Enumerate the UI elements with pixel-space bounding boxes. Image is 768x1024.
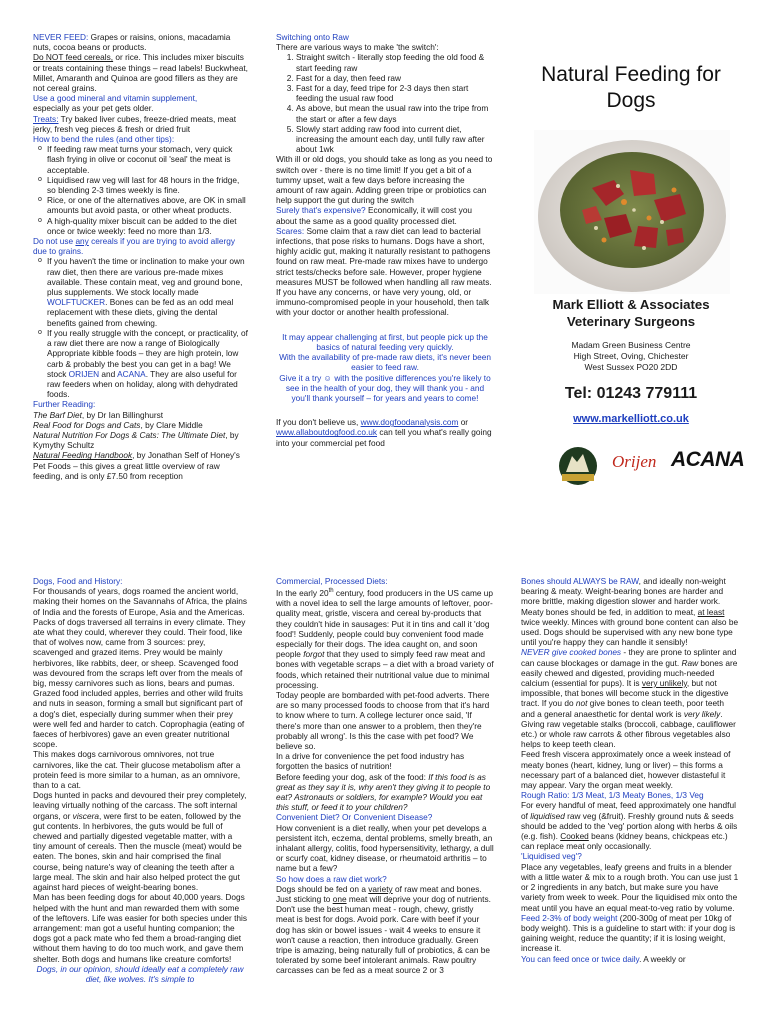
reading-item: Real Food for Dogs and Cats, by Clare Middle <box>33 419 203 430</box>
liquidised-heading: 'Liquidised veg'? <box>521 851 582 862</box>
encouragement-text: It may appear challenging at first, but people pick up the basics of natural feeding very quickly. With the availability of pre-made raw diets, it's never been easier to feed raw. Give it a try ☺ with the positive differences you're likely to see in the health of your dog, they will thank you - and you'll thank yourself – for years and years to come! <box>279 331 491 403</box>
expensive-paragraph: Surely that's expensive? Economically, it will cost you about the same as a good quality processed diet. <box>276 205 473 226</box>
history-paragraph: For thousands of years, dogs roamed the ancient world, making their homes on the Savannahs of Africa, the plains of India and the forests of Europe, Asia and the Americas. Packs of dogs traversed all terrains in every climate. They ate what they could, wherever they could. Their food, like that of wolves now, came from 3 sources: prey, scavenged and grazed items. Prey would be mainly herbivores, like rabbits, deer, or sheep. Scavenged food was devoured from the scraps left over from the meals of big, messy carnivores such as lions, bears and pumas. Grazed food included apples, berries and other wild fruits and nuts in season, forming a small but significant part of a dog's diet, especially during summer when their prey were well fed and harder to catch. Coprophagia (eating of faeces of herbivores) gave an even greater nutritional scope. <box>33 586 247 750</box>
list-item: 1. Straight switch - literally stop feeding the old food & start feeding raw <box>296 52 494 72</box>
column-tips <box>33 32 248 512</box>
bones-paragraph: Bones should ALWAYS be RAW, and ideally non-weight bearing & meaty. Weight-bearing bones are harder and more brittle, making digestion slower and harder work. Meaty bones should be fed, in addition to meat, at least twice weekly. Minces with ground bone content can also be used. Dogs should be supervised with any new bone type until you're happy they can handle it sensibly! <box>521 576 739 648</box>
convenient-paragraph: How convenient is a diet really, when your pet develops a persistent itch, eczema, dental problems, smelly breath, an inhalant allergy, colitis, food hypersensitivity, lethargy, a dull or scurfy coat, kidney disease, or rheumatoid arthritis – to name but a few? <box>276 822 494 874</box>
column-history <box>33 576 247 1024</box>
wolf-tucker-logo <box>556 446 600 486</box>
list-item: 3. Fast for a day, feed tripe for 2-3 days then start feeding the usual raw food <box>296 83 494 103</box>
list-item: o If you really struggle with the concept, or practicality, of a raw diet there are now a range of Biologically Appropriate kibble foods – they are high protein, low carb & probably the best you can get in a bag! We stock ORIJEN and ACANA. They are also useful for raw feeders when on holiday, along with dehydrated foods. <box>47 328 248 399</box>
omnivore-paragraph: This makes dogs carnivorous omnivores, not true carnivores, like the cat. Their glucose metabolism after a protein feed is more similar to a human, as an omnivore, than to a cat. <box>33 749 241 791</box>
ask-paragraph: Before feeding your dog, ask of the food: If this food is as great as they say it is, why aren't they giving it to people to eat? Astronauts or soldiers, for example? Would you eat this stuff, or feed it to your children? <box>276 771 491 813</box>
rules-heading: How to bend the rules (and other tips): <box>33 134 175 145</box>
supplement-paragraph: Use a good mineral and vitamin supplement, especially as your pet gets older. <box>33 93 198 114</box>
clinic-website-link[interactable]: www.markelliott.co.uk <box>573 413 689 425</box>
list-item: 5. Slowly start adding raw food into current diet, increasing the amount each day, until fully raw after about 1wk <box>296 124 494 155</box>
reading-item: Natural Nutrition For Dogs & Cats: The Ultimate Diet, by Kymythy Schultz <box>33 429 239 451</box>
pack-hunting-paragraph: Dogs hunted in packs and devoured their prey completely, leaving virtually nothing of the carcass. The soft internal organs, or viscera, were first to be eaten, followed by the gut contents. In herbivores, the guts would be full of chewed and partially digested vegetable matter, with a tiny amount of cereals. Then the muscle (meat) would be eaten. The bones, skin and hair comprised the final course, being nature's way of cleaning the teeth after a large meal. The skin and hair also helped protect the gut against hard pieces of weight-bearing bones. <box>33 790 247 893</box>
column-commercial <box>276 576 494 1024</box>
no-cereals-paragraph: Do NOT feed cereals, or rice. This includes mixer biscuits or treats containing these things – read labels! Buckwheat, Millet, Amaranth and Quinoa are good fillers as they are not cereal grains. <box>33 52 248 94</box>
premade-list <box>33 256 248 399</box>
list-item: 4. As above, but mean the usual raw into the tripe from the start or after a few days <box>296 103 494 123</box>
cooked-bones-paragraph: NEVER give cooked bones - they are prone to splinter and can cause blockages or damage in the gut. Raw bones are easily chewed and digested, providing much-needed calcium (essential for pups). It is very unlikely, but not impossible, that bones will become stuck in the digestive tract. If you do not give bones to clean teeth, poor teeth and a general anaesthetic for dental work is very likely. Giving raw vegetable stalks (broccoli, cabbage, cauliflower etc.) or whole raw carrots & other fibrous vegetables also helps to keep teeth clean. <box>521 647 738 750</box>
viscera-paragraph: Feed fresh viscera approximately once a week instead of meaty bones (heart, kidney, lung or liver) – this forms a necessary part of a balanced diet, however distasteful it may appear. Vary the organ meat weekly. <box>521 749 731 791</box>
list-item: o A high-quality mixer biscuit can be added to the diet once or twice weekly: feed no more than 1/3. <box>47 216 248 236</box>
switch-intro: There are various ways to make 'the switch': <box>276 42 439 53</box>
switch-heading: Switching onto Raw <box>276 32 349 42</box>
man-and-dog-paragraph: Man has been feeding dogs for about 40,000 years. Dogs helped with the hunt and man rewarded them with some of the leftovers. Life was easier for both species under this arrangement: man got a useful hunting companion; the dogs got a pack mate who fed them a broad-ranging diet without them having to do too much work, and gave them shelter. Both dogs and humans like creature comforts! <box>33 892 247 964</box>
clinic-phone[interactable]: Tel: 01243 779111 <box>564 385 698 402</box>
ratio-heading: Rough Ratio: 1/3 Meat, 1/3 Meaty Bones, 1/3 Veg <box>521 790 704 801</box>
analysis-links-paragraph: If you don't believe us, www.dogfoodanalysis.com or www.allaboutdogfood.co.uk can tell you what's really going into your commercial pet food <box>276 417 492 448</box>
wolftucker-link[interactable]: WOLFTUCKER <box>47 297 106 308</box>
reading-item: Natural Feeding Handbook, by Jonathan Self of Honey's Pet Foods – this gives a great little overview of raw feeding, and is only £7.50 from reception <box>33 450 240 481</box>
cereal-allergy-note: Do not use any cereals if you are trying to avoid allergy due to grains. <box>33 236 236 257</box>
acana-link[interactable]: ACANA <box>117 368 146 379</box>
never-feed-heading: NEVER FEED: <box>33 32 89 42</box>
reading-item: The Barf Diet, by Dr Ian Billinghurst <box>33 409 164 420</box>
further-reading-heading: Further Reading: <box>33 399 96 410</box>
commercial-paragraph: In the early 20th century, food producers in the US came up with a novel idea to sell the large amounts of leftover, poor-quality meat, gristle, viscera and cereal by-products that they couldn't hide in sausages: Put it in tins and call it 'dog food'! Suddenly, people could buy convenient food made especially for their dogs. The idea caught on, and soon people forgot that they used to simply feed raw meat and bones with vegetable scraps – a diet with a broad variety of foods, which retained their nutritional value due to minimal processing. <box>276 587 494 690</box>
concerns-paragraph: If you have any concerns, or have very young, old, or immuno-compromised people in your household, then talk with your doctor or another health professional. <box>276 287 490 318</box>
bones-heading: Bones should ALWAYS be RAW <box>521 576 639 586</box>
raw-food-bowl-photo <box>534 130 730 294</box>
history-heading: Dogs, Food and History: <box>33 576 123 586</box>
list-item: o Liquidised raw veg will last for 48 hours in the fridge, so blending 2-3 times weekly is fine. <box>47 175 248 195</box>
list-item: o If feeding raw meat turns your stomach, very quick flash frying in olive or coconut oil 'seal' the meat is acceptable. <box>47 144 248 175</box>
acana-logo: ACANA <box>671 448 745 471</box>
never-feed-paragraph: NEVER FEED: Grapes or raisins, onions, macadamia nuts, cocoa beans or products. <box>33 32 231 53</box>
commercial-heading: Commercial, Processed Diets: <box>276 576 388 586</box>
scares-paragraph: Scares: Some claim that a raw diet can lead to bacterial infections, that pose risks to humans. Dogs have a short, highly acidic gut, making it naturally resistant to pathogens found on raw meat. Pre-made raw mixes have to undergo strict tests/checks before sale. However, proper hygiene measures MUST be followed when handling all raw meats. <box>276 225 492 287</box>
list-item: o Rice, or one of the alternatives above, are OK in small amounts but avoid pasta, or other wheat products. <box>47 195 248 215</box>
allaboutdogfood-link[interactable]: www.allaboutdogfood.co.uk <box>276 427 378 438</box>
brochure-title: Natural Feeding for Dogs <box>541 63 721 112</box>
raw-diet-opinion: Dogs, in our opinion, should ideally eat a completely raw diet, like wolves. It's simple to <box>36 963 244 984</box>
feeding-amount-paragraph: Feed 2-3% of body weight (200-300g of meat per 10kg of body weight). This is a guideline to start with: if your dog is gaining weight, reduce the quantity; if it is losing weight, increase it. <box>521 912 736 954</box>
clinic-name: Mark Elliott & Associates Veterinary Surgeons <box>552 297 710 329</box>
older-dogs-paragraph: With ill or old dogs, you should take as long as you need to switch over - there is no time limit! If you get a bit of a tummy upset, wait a few days before increasing the amount of raw again. Adding green tripe or probiotics can help support the gut during the switch <box>276 154 493 206</box>
column-switching <box>276 32 494 512</box>
adverts-paragraph: Today people are bombarded with pet-food adverts. There are so many processed foods to choose from that it's hard to know where to turn. A college lecturer once said, 'If there's more than one answer to a problem, then they're probably all wrong'. Is this the case with pet food? We believe so. <box>276 690 490 752</box>
orijen-link[interactable]: ORIJEN <box>68 368 100 379</box>
rules-list <box>33 144 248 236</box>
never-cooked-heading: NEVER give cooked bones <box>521 647 622 658</box>
clinic-address: Madam Green Business Centre High Street, Oving, Chichester West Sussex PO20 2DD <box>571 340 691 372</box>
switch-steps <box>276 52 494 154</box>
ratio-paragraph: For every handful of meat, feed approximately one handful of liquidised raw veg (&fruit). Freshly ground nuts & seeds should be added to the 'veg' portion along with herbs & oils (e.g. fish). Cooked beans (kidney beans, chickpeas etc.) can replace meat only occasionally. <box>521 800 738 852</box>
how-raw-works-heading: So how does a raw diet work? <box>276 873 387 884</box>
feeding-frequency-paragraph: You can feed once or twice daily. A weekly or <box>521 953 686 964</box>
industry-paragraph: In a drive for convenience the pet food industry has forgotten the basics of nutrition! <box>276 751 465 772</box>
clinic-details <box>520 294 742 425</box>
list-item: o If you haven't the time or inclination to make your own raw diet, then there are various pre-made mixes available. These contain meat, veg and ground bone, plus supplements. We stock locally made WOLFTUCKER. Bones can be fed as an odd meal replacement with these diets, giving the dental benefits gained from chewing. <box>47 256 248 327</box>
dogfoodanalysis-link[interactable]: www.dogfoodanalysis.com <box>360 417 459 428</box>
how-raw-works-paragraph: Dogs should be fed on a variety of raw meat and bones. Just sticking to one meat will deprive your dog of nutrients. Don't use the best human meat - rough, chewy, gristly meat is best for dogs. Avoid pork. Care with beef if your dog has skin or bowel issues - wait 4 weeks to ensure it won't cause a reaction, then introduce gradually. Green tripe is amazing, being naturally full of probiotics, & can be tolerated by some beef intolerant animals. Raw poultry carcasses can be fed as a meat source 2 or 3 <box>276 883 491 976</box>
orijen-logo: Orijen <box>612 452 657 471</box>
convenient-heading: Convenient Diet? Or Convenient Disease? <box>276 812 433 823</box>
column-bones <box>521 576 739 1024</box>
list-item: 2. Fast for a day, then feed raw <box>296 73 494 83</box>
treats-paragraph: Treats: Try baked liver cubes, freeze-dried meats, meat jerky, fresh veg pieces & fresh or dried fruit <box>33 113 237 134</box>
liquidised-paragraph: Place any vegetables, leafy greens and fruits in a blender with a little water & mix to a rough broth. You can use just 1 or 2 ingredients in any batch, but make sure you have variety from week to week. Pour the liquidised mix onto the meat until you have an equal meat-to-veg ratio by volume. <box>521 861 739 913</box>
